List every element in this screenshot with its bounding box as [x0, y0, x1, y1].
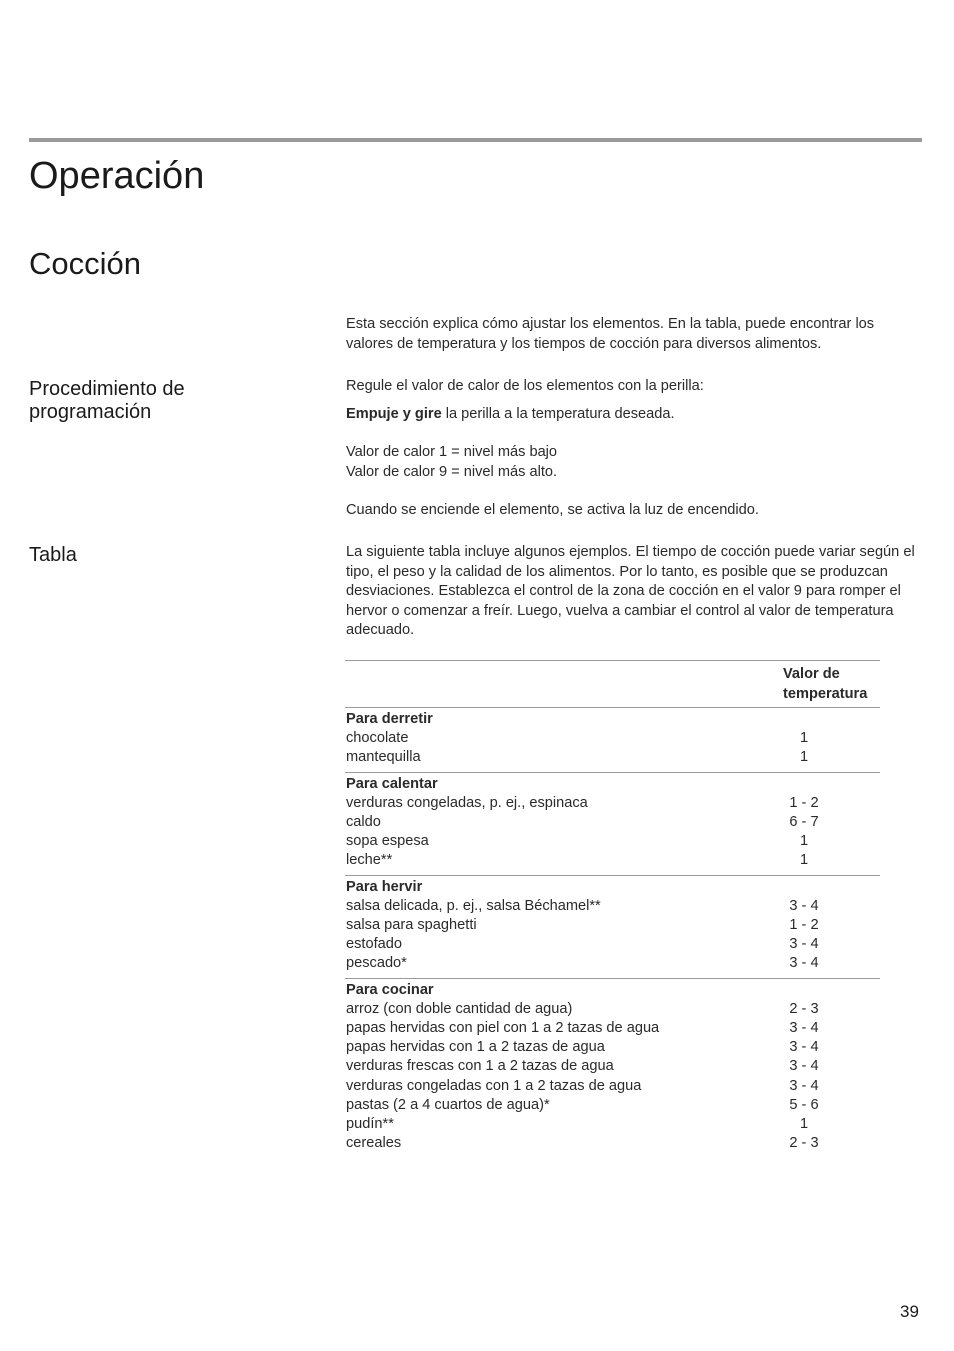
cooking-table	[345, 660, 880, 1157]
temperature-cell: 2 - 3	[789, 1135, 819, 1152]
table-row	[346, 897, 880, 916]
column-header-temperature	[783, 665, 867, 704]
table-row	[346, 1000, 880, 1019]
procedure-push	[346, 405, 922, 425]
food-cell: papas hervidas con 1 a 2 tazas de agua	[346, 1039, 605, 1056]
temperature-cell: 1	[799, 730, 809, 747]
food-cell: verduras frescas con 1 a 2 tazas de agua	[346, 1058, 614, 1075]
procedure-heading	[29, 378, 185, 424]
food-cell: papas hervidas con piel con 1 a 2 tazas de agua	[346, 1020, 660, 1037]
food-cell: sopa espesa	[346, 833, 429, 850]
temperature-cell: 3 - 4	[789, 1058, 819, 1075]
food-cell: verduras congeladas, p. ej., espinaca	[346, 794, 588, 811]
top-rule	[29, 138, 922, 142]
table-row	[346, 851, 880, 870]
procedure-heading-line2: programación	[29, 401, 152, 423]
heat-high: Valor de calor 9 = nivel más alto.	[346, 464, 558, 480]
food-cell: leche**	[346, 852, 393, 869]
table-group	[345, 773, 880, 876]
table-row	[346, 748, 880, 767]
food-cell: mantequilla	[346, 749, 421, 766]
column-header-line1: Valor de	[783, 666, 840, 682]
section-title: Cocción	[29, 246, 141, 281]
table-row	[346, 935, 880, 954]
temperature-cell: 1 - 2	[789, 794, 819, 811]
temperature-cell: 3 - 4	[789, 1077, 819, 1094]
temperature-cell: 3 - 4	[789, 1020, 819, 1037]
table-row	[346, 1115, 880, 1134]
table-row	[346, 1057, 880, 1076]
table-row	[346, 729, 880, 748]
table-group	[345, 979, 880, 1158]
temperature-cell: 1 - 2	[789, 917, 819, 934]
temperature-cell: 5 - 6	[789, 1096, 819, 1113]
table-row	[346, 832, 880, 851]
push-bold: Empuje y gire	[346, 406, 442, 422]
table-group	[345, 876, 880, 979]
heat-low: Valor de calor 1 = nivel más bajo	[346, 444, 558, 460]
food-cell: chocolate	[346, 730, 409, 747]
table-row	[346, 916, 880, 935]
light-text: Cuando se enciende el elemento, se activa la luz de encendido.	[346, 502, 759, 518]
temperature-cell: 3 - 4	[789, 1039, 819, 1056]
temperature-cell: 1	[799, 749, 809, 766]
page-title: Operación	[29, 155, 205, 197]
procedure-line1: Regule el valor de calor de los elementos con la perilla:	[346, 378, 704, 394]
table-row	[346, 954, 880, 973]
push-rest: la perilla a la temperatura deseada.	[441, 406, 675, 422]
table-row	[346, 794, 880, 813]
table-header	[345, 660, 880, 708]
table-row	[346, 813, 880, 832]
table-row	[346, 1019, 880, 1038]
group-title: Para cocinar	[346, 981, 434, 998]
food-cell: salsa para spaghetti	[346, 917, 477, 934]
column-header-line2: temperatura	[783, 685, 868, 702]
food-cell: salsa delicada, p. ej., salsa Béchamel**	[346, 897, 601, 914]
table-row	[346, 1096, 880, 1115]
table-row	[346, 1134, 880, 1153]
food-cell: pastas (2 a 4 cuartos de agua)*	[346, 1096, 550, 1113]
food-cell: estofado	[346, 936, 402, 953]
food-cell: arroz (con doble cantidad de agua)	[346, 1000, 573, 1017]
temperature-cell: 3 - 4	[789, 897, 819, 914]
food-cell: pudín**	[346, 1116, 394, 1133]
intro-text: Esta sección explica cómo ajustar los elementos. En la tabla, puede encontrar los valores de temperatura y los tiempos de cocción para diversos alimentos.	[346, 316, 875, 352]
temperature-cell: 1	[799, 1116, 809, 1133]
table-row	[346, 1077, 880, 1096]
group-title: Para calentar	[346, 775, 438, 792]
temperature-cell: 6 - 7	[789, 814, 819, 831]
temperature-cell: 1	[799, 852, 809, 869]
temperature-cell: 3 - 4	[789, 955, 819, 972]
tabla-description: La siguiente tabla incluye algunos ejemplos. El tiempo de cocción puede variar según el tipo, el peso y la calidad de los alimentos. Por lo tanto, es posible que se produzcan desviaciones. Establezca el control de la zona de cocción en el valor 9 para romper el hervor o comenzar a freír. Luego, vuelva a cambiar el control al valor de temperatura adecuado.	[346, 544, 915, 638]
tabla-heading: Tabla	[29, 544, 77, 566]
procedure-heading-line1: Procedimiento de	[29, 378, 185, 400]
temperature-cell: 2 - 3	[789, 1000, 819, 1017]
group-title: Para derretir	[346, 711, 433, 727]
group-title: Para hervir	[346, 878, 423, 895]
table-row	[346, 1038, 880, 1057]
food-cell: verduras congeladas con 1 a 2 tazas de agua	[346, 1077, 642, 1094]
table-group	[345, 708, 880, 773]
temperature-cell: 1	[799, 833, 809, 850]
page-number: 39	[900, 1302, 919, 1321]
food-cell: pescado*	[346, 955, 407, 972]
table-body	[345, 708, 880, 1157]
food-cell: cereales	[346, 1135, 402, 1152]
temperature-cell: 3 - 4	[789, 936, 819, 953]
food-cell: caldo	[346, 814, 381, 831]
